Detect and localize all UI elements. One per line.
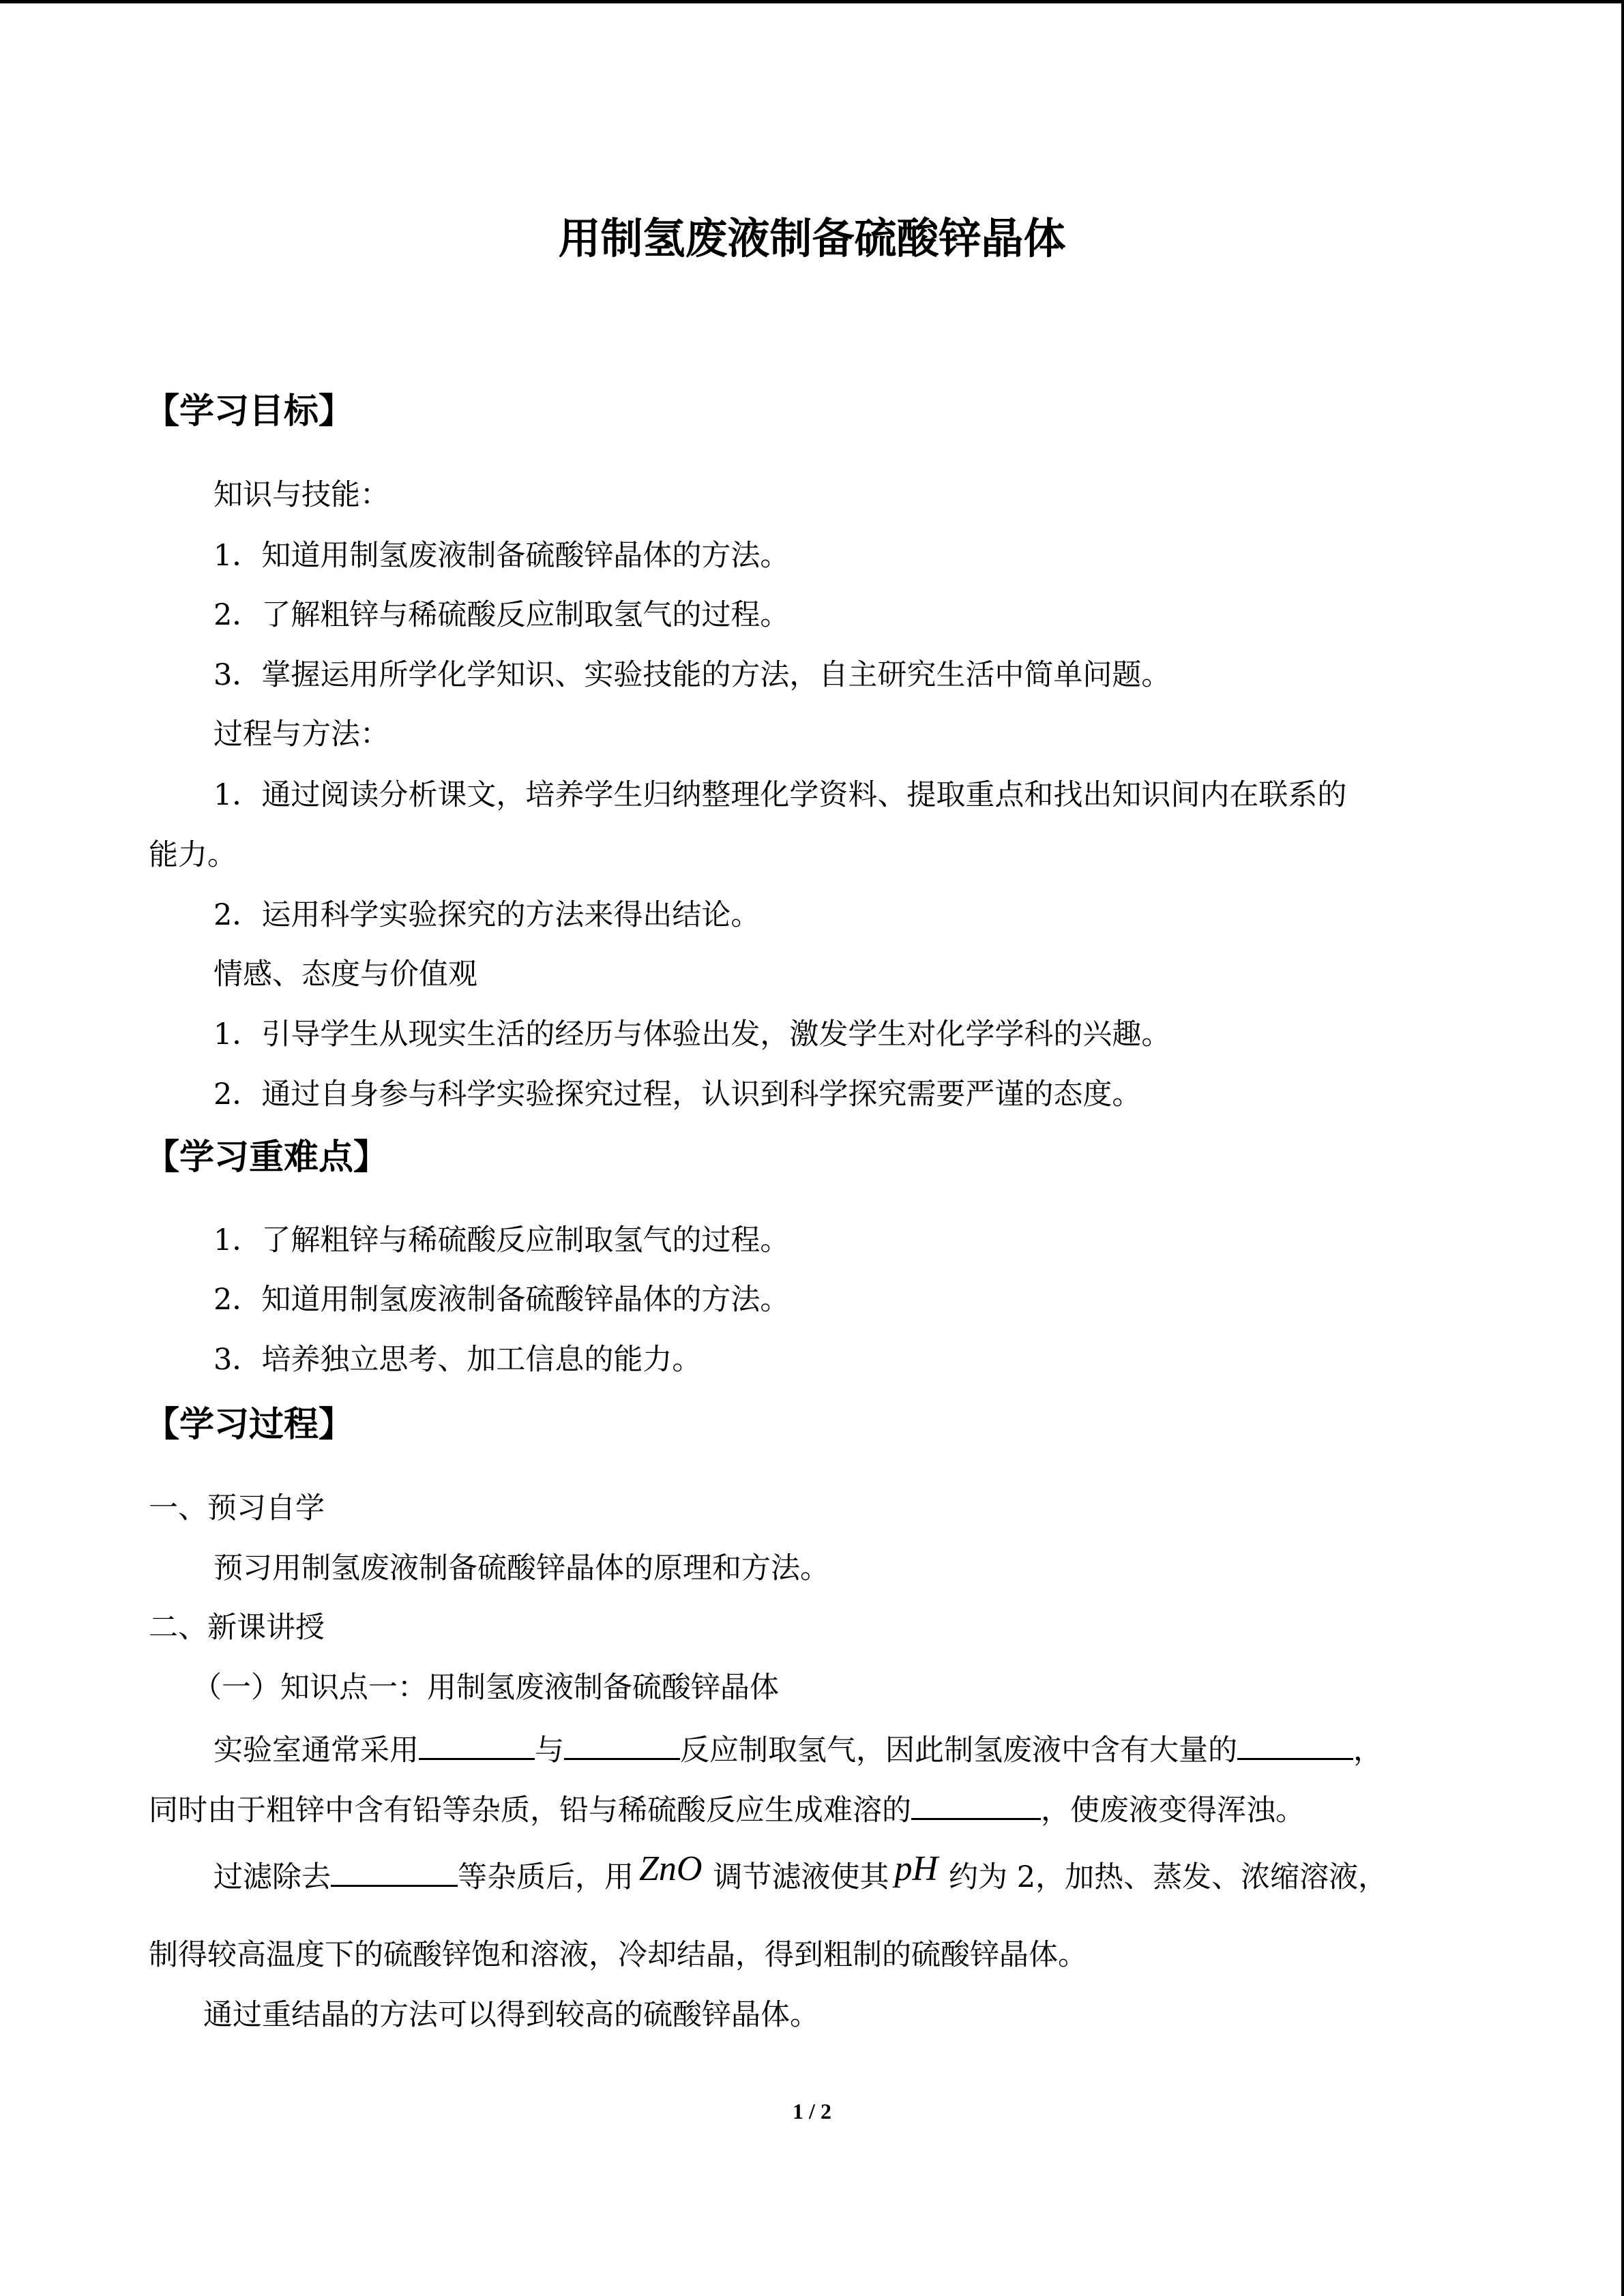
fill-blank-5[interactable] — [331, 1855, 458, 1887]
fill-blank-1[interactable] — [419, 1728, 535, 1760]
key-point-1: 1．了解粗锌与稀硫酸反应制取氢气的过程。 — [213, 1223, 790, 1257]
para1-text-2: 与 — [535, 1733, 564, 1768]
goal-emotion-1: 1．引导学生从现实生活的经历与体验出发，激发学生对化学学科的兴趣。 — [213, 1017, 1171, 1052]
para2-text-3: 调节滤液使其 — [713, 1860, 889, 1894]
heading-learning-process: 【学习过程】 — [145, 1405, 354, 1445]
section-preview-text: 预习用制氢废液制备硫酸锌晶体的原理和方法。 — [213, 1551, 829, 1585]
formula-zno: ZnO — [639, 1849, 703, 1888]
para1-text-3: 反应制取氢气，因此制氢废液中含有大量的 — [680, 1733, 1237, 1768]
para2-text-2: 等杂质后，用 — [458, 1860, 634, 1894]
key-point-3: 3．培养独立思考、加工信息的能力。 — [213, 1343, 702, 1377]
page-number: 1 / 2 — [793, 2099, 831, 2123]
goal-emotion-2: 2．通过自身参与科学实验探究过程，认识到科学探究需要严谨的态度。 — [213, 1077, 1142, 1112]
goal-process-1a: 1．通过阅读分析课文，培养学生归纳整理化学资料、提取重点和找出知识间内在联系的 — [213, 778, 1347, 812]
para2-text-4: 约为 2，加热、蒸发、浓缩溶液， — [949, 1860, 1388, 1894]
section-new-lesson-title: 二、新课讲授 — [149, 1611, 325, 1645]
goal-process-2: 2．运用科学实验探究的方法来得出结论。 — [213, 898, 761, 932]
section-preview-title: 一、预习自学 — [149, 1491, 325, 1525]
para1-text-5: 同时由于粗锌中含有铅等杂质，铅与稀硫酸反应生成难溶的 — [149, 1793, 911, 1828]
fill-blank-4[interactable] — [911, 1788, 1041, 1820]
goal-knowledge-2: 2．了解粗锌与稀硫酸反应制取氢气的过程。 — [213, 598, 790, 632]
label-knowledge-skills: 知识与技能： — [213, 478, 389, 512]
para1-text-4: ， — [1353, 1733, 1383, 1768]
page-right-border — [1621, 0, 1624, 2296]
fill-blank-2[interactable] — [564, 1728, 680, 1760]
goal-process-1b: 能力。 — [149, 838, 237, 872]
page-title: 用制氢废液制备硫酸锌晶体 — [558, 213, 1066, 263]
para2-text-1: 过滤除去 — [213, 1860, 331, 1894]
goal-knowledge-3: 3．掌握运用所学化学知识、实验技能的方法，自主研究生活中简单问题。 — [213, 658, 1171, 692]
para1-text-1: 实验室通常采用 — [213, 1733, 419, 1768]
fill-blank-3[interactable] — [1237, 1728, 1353, 1760]
paragraph-1-line-1 — [213, 1728, 1383, 1771]
key-point-2: 2．知道用制氢废液制备硫酸锌晶体的方法。 — [213, 1283, 790, 1317]
paragraph-2-line-1 — [213, 1849, 1388, 1898]
heading-key-points: 【学习重难点】 — [145, 1137, 389, 1178]
label-emotion-attitude: 情感、态度与价值观 — [213, 957, 477, 992]
paragraph-3: 通过重结晶的方法可以得到较高的硫酸锌晶体。 — [203, 1998, 819, 2032]
para1-text-6: ，使废液变得浑浊。 — [1041, 1793, 1305, 1828]
page-top-border — [0, 0, 1624, 3]
paragraph-1-line-2 — [149, 1788, 1305, 1831]
knowledge-point-title: （一）知识点一：用制氢废液制备硫酸锌晶体 — [192, 1671, 779, 1705]
heading-learning-goals: 【学习目标】 — [145, 391, 354, 432]
goal-knowledge-1: 1．知道用制氢废液制备硫酸锌晶体的方法。 — [213, 539, 790, 573]
paragraph-2-line-2: 制得较高温度下的硫酸锌饱和溶液，冷却结晶，得到粗制的硫酸锌晶体。 — [149, 1938, 1087, 1972]
label-process-method: 过程与方法： — [213, 717, 389, 751]
formula-ph: pH — [894, 1849, 939, 1888]
